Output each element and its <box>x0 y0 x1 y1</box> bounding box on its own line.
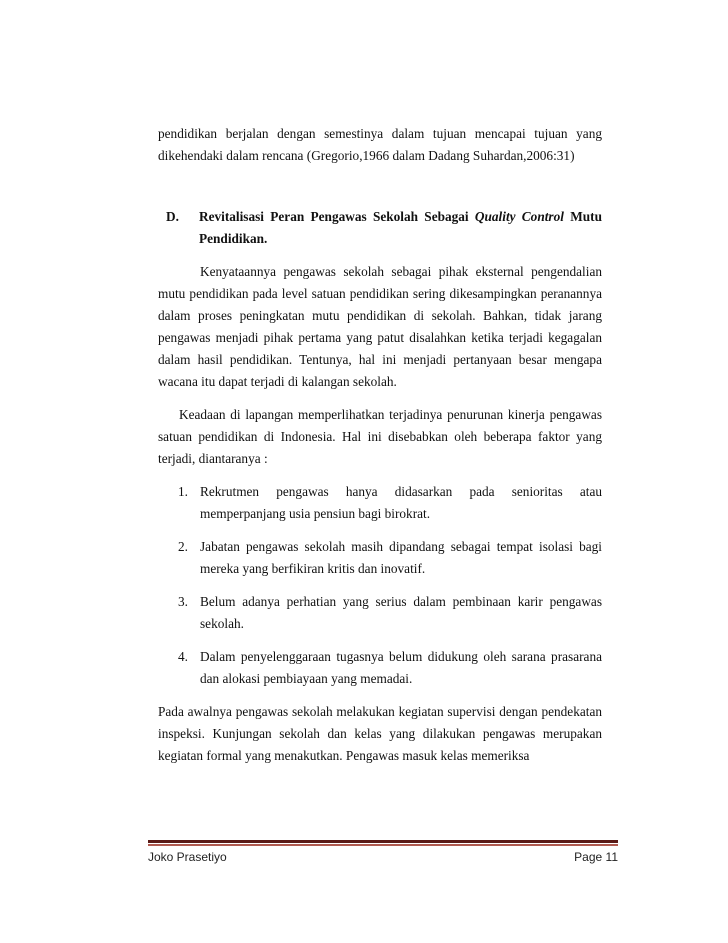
body-paragraph-2: Keadaan di lapangan memperlihatkan terjadinya penurunan kinerja pengawas satuan pendidikan di Indonesia. Hal ini disebabkan oleh beberapa faktor yang terjadi, diantaranya : <box>158 407 602 466</box>
list-text: Belum adanya perhatian yang serius dalam pembinaan karir pengawas sekolah. <box>200 594 602 631</box>
list-number: 2. <box>178 539 188 554</box>
list-item <box>178 536 602 580</box>
list-number: 3. <box>178 594 188 609</box>
list-text: Rekrutmen pengawas hanya didasarkan pada senioritas atau memperpanjang usia pensiun bagi birokrat. <box>200 484 602 521</box>
list-item <box>178 591 602 635</box>
section-heading <box>166 206 602 250</box>
footer-author: Joko Prasetiyo <box>148 850 227 864</box>
list-item <box>178 646 602 690</box>
body-paragraph-1: Kenyataannya pengawas sekolah sebagai pihak eksternal pengendalian mutu pendidikan pada level satuan pendidikan sering dikesampingkan peranannya dalam proses peningkatan mutu pendidikan di sekolah. Bahkan, tidak jarang pengawas menjadi pihak pertama yang patut disalahkan ketika terjadi kegagalan dalam hasil pendidikan. Tentunya, hal ini menjadi pertanyaan besar mengapa wacana itu dapat terjadi di kalangan sekolah. <box>158 264 602 389</box>
list-number: 4. <box>178 649 188 664</box>
page-content <box>158 123 602 767</box>
intro-paragraph: pendidikan berjalan dengan semestinya dalam tujuan mencapai tujuan yang dikehendaki dalam rencana (Gregorio,1966 dalam Dadang Suhardan,2006:31) <box>158 126 602 163</box>
page-footer <box>148 850 618 864</box>
body-paragraph-3: Pada awalnya pengawas sekolah melakukan kegiatan supervisi dengan pendekatan inspeksi. Kunjungan sekolah dan kelas yang dilakukan pengawas merupakan kegiatan formal yang menakutkan. Pengawas masuk kelas memeriksa <box>158 704 602 763</box>
footer-page-number: Page 11 <box>574 850 618 864</box>
footer-rule <box>148 840 618 843</box>
section-title <box>199 206 602 250</box>
footer-rule-accent <box>148 844 618 846</box>
list-text: Dalam penyelenggaraan tugasnya belum didukung oleh sarana prasarana dan alokasi pembiayaan yang memadai. <box>200 649 602 686</box>
list-number: 1. <box>178 484 188 499</box>
section-title-part-1: Revitalisasi Peran Pengawas Sekolah Sebagai <box>199 209 475 224</box>
section-title-part-2: Mutu Pendidikan. <box>199 209 602 246</box>
section-title-italic: Quality Control <box>474 209 564 224</box>
section-letter: D. <box>166 209 179 224</box>
list-item <box>178 481 602 525</box>
list-text: Jabatan pengawas sekolah masih dipandang sebagai tempat isolasi bagi mereka yang berfikiran kritis dan inovatif. <box>200 539 602 576</box>
